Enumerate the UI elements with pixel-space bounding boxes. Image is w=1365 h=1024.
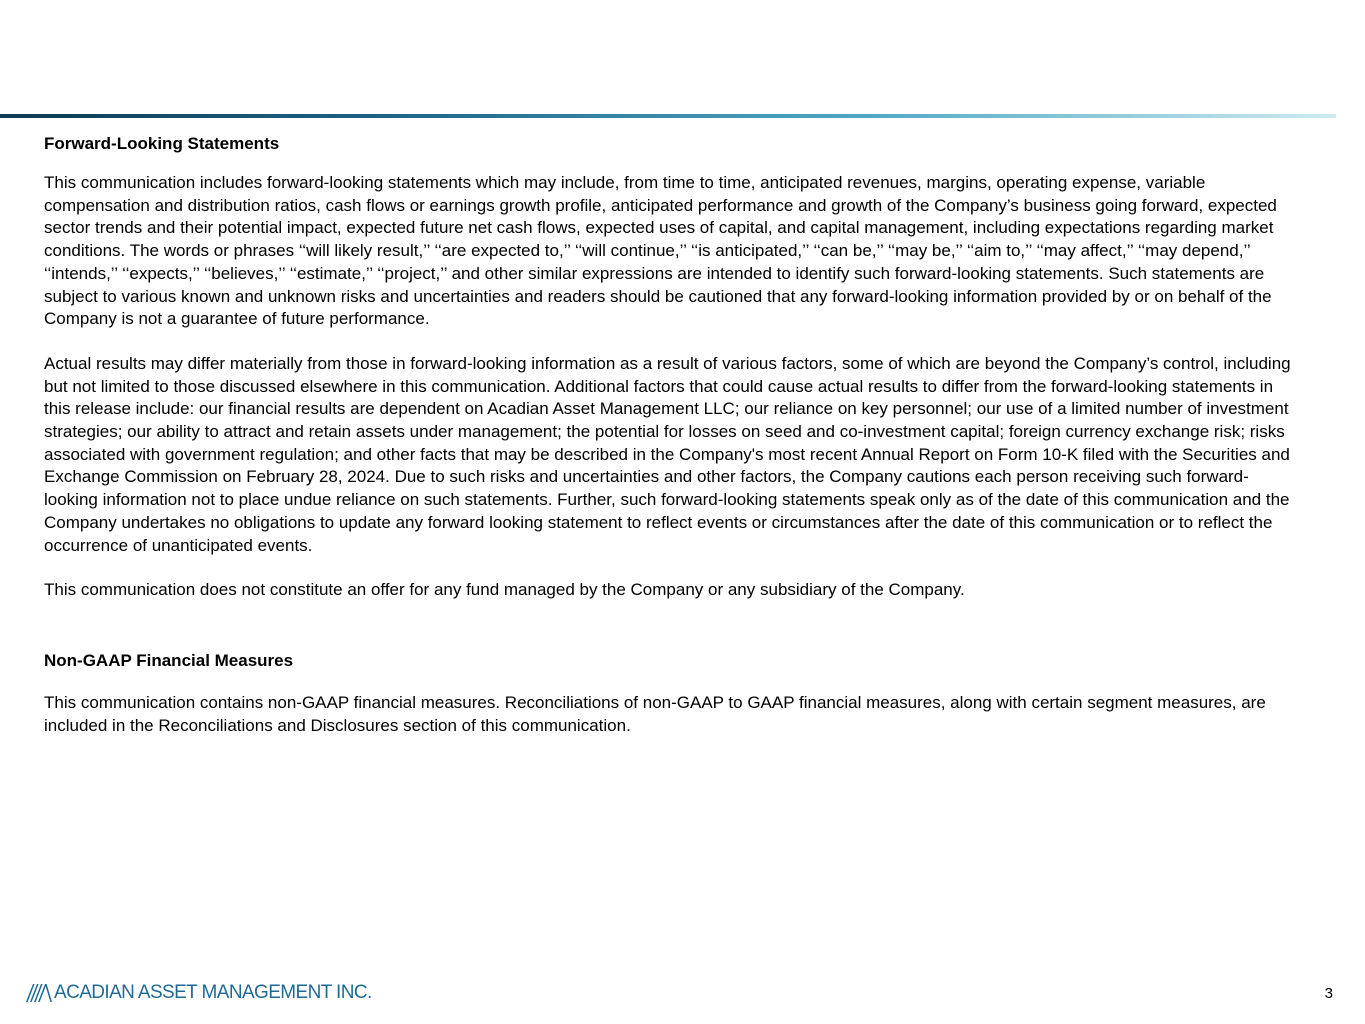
acadian-logo-icon [26,984,52,1002]
page-number: 3 [1324,985,1333,1002]
company-logo [26,982,372,1004]
forward-looking-paragraph-1: This communication includes forward-looking statements which may include, from time to time, anticipated revenues, margins, operating expense, variable compensation and distribution ratios, cash flows or earnings growth profile, anticipated performance and growth of the Company’s business going forward, expected sector trends and their potential impact, expected future net cash flows, expected uses of capital, and capital management, including expectations regarding market conditions. The words or phrases ‘‘will likely result,’’ ‘‘are expected to,’’ ‘‘will continue,’’ ‘‘is anticipated,’’ ‘‘can be,’’ ‘‘may be,’’ ‘‘aim to,’’ ‘‘may affect,’’ ‘‘may depend,’’ ‘‘intends,’’ ‘‘expects,’’ ‘‘believes,’’ ‘‘estimate,’’ ‘‘project,’’ and other similar expressions are intended to identify such forward-looking statements. Such statements are subject to various known and unknown risks and uncertainties and readers should be cautioned that any forward-looking information provided by or on behalf of the Company is not a guarantee of future performance. [44,173,1277,329]
page-content [44,130,1296,737]
header-divider [0,114,1336,118]
non-gaap-paragraph: This communication contains non-GAAP financial measures. Reconciliations of non-GAAP to GAAP financial measures, along with certain segment measures, are included in the Reconciliations and Disclosures section of this communication. [44,692,1266,735]
logo-text: ACADIAN ASSET MANAGEMENT INC. [54,982,372,1003]
forward-looking-paragraph-3: This communication does not constitute an offer for any fund managed by the Company or any subsidiary of the Company. [44,580,965,600]
forward-looking-heading: Forward-Looking Statements [44,134,280,153]
forward-looking-paragraph-2: Actual results may differ materially from those in forward-looking information as a result of various factors, some of which are beyond the Company’s control, including but not limited to those discussed elsewhere in this communication. Additional factors that could cause actual results to differ from the forward-looking statements in this release include: our financial results are dependent on Acadian Asset Management LLC; our reliance on key personnel; our use of a limited number of investment strategies; our ability to attract and retain assets under management; the potential for losses on seed and co-investment capital; foreign currency exchange risk; risks associated with government regulation; and other facts that may be described in the Company's most recent Annual Report on Form 10-K filed with the Securities and Exchange Commission on February 28, 2024. Due to such risks and uncertainties and other factors, the Company cautions each person receiving such forward-looking information not to place undue reliance on such statements. Further, such forward-looking statements speak only as of the date of this communication and the Company undertakes no obligations to update any forward looking statement to reflect events or circumstances after the date of this communication or to reflect the occurrence of unanticipated events. [44,353,1291,555]
non-gaap-heading: Non-GAAP Financial Measures [44,650,294,670]
